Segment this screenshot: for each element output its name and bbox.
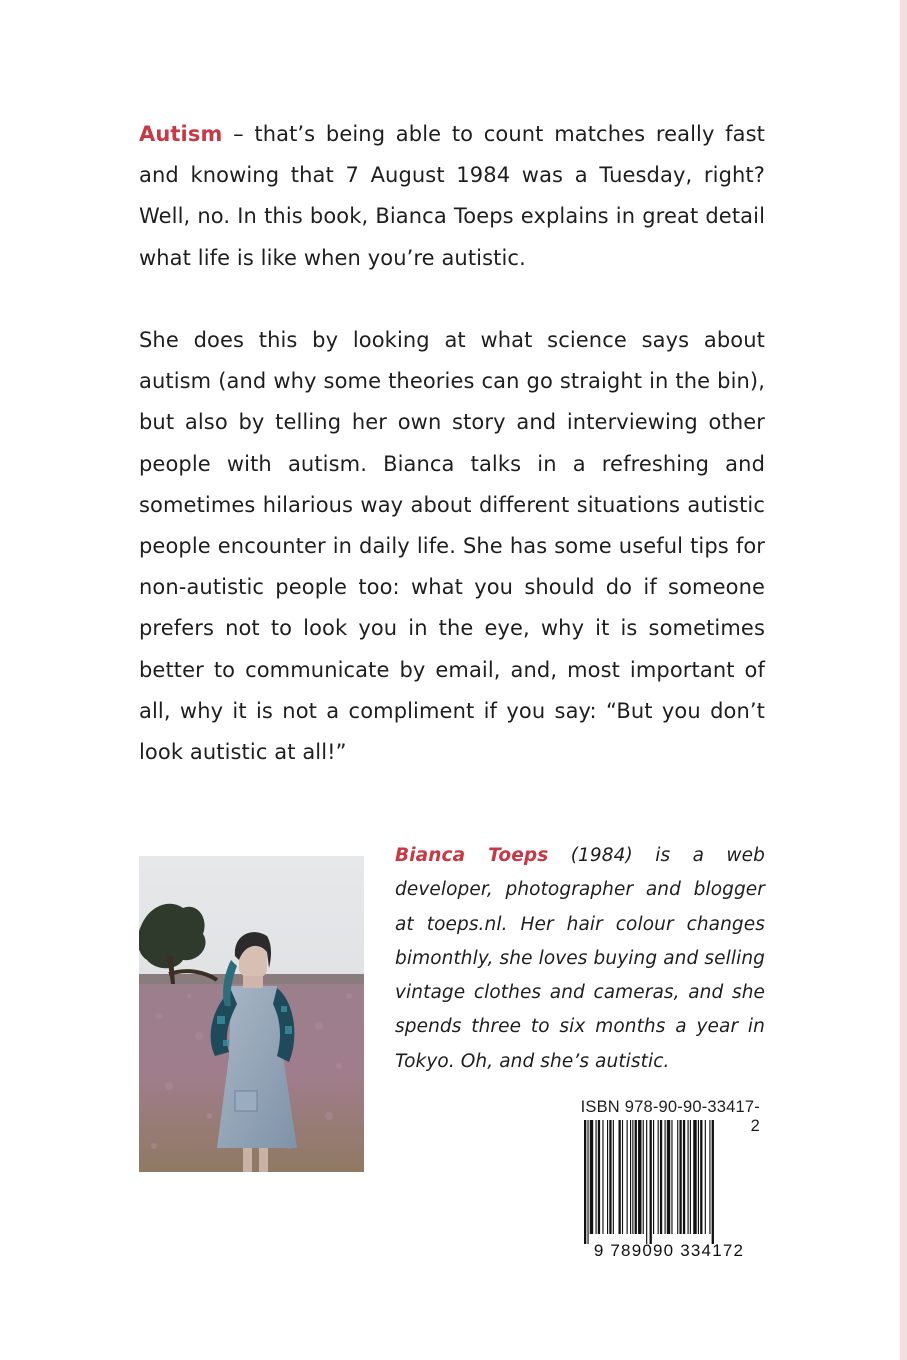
- barcode-bar: [635, 1120, 637, 1234]
- barcode-bar: [693, 1120, 696, 1234]
- blurb-lead-word: Autism: [139, 122, 223, 146]
- barcode-bar: [627, 1120, 628, 1234]
- barcode-bar: [584, 1120, 586, 1244]
- barcode-bar: [596, 1120, 597, 1234]
- barcode-bar: [587, 1120, 588, 1244]
- barcode-bar: [690, 1120, 691, 1234]
- isbn-label: ISBN 978-90-90-33417-2: [580, 1098, 760, 1135]
- barcode-bar: [650, 1120, 652, 1244]
- barcode-digits: 9 789090 334172: [593, 1241, 745, 1260]
- barcode-bar: [679, 1120, 681, 1234]
- barcode-bar: [643, 1120, 644, 1234]
- barcode-bar: [632, 1120, 633, 1234]
- barcode-bar: [598, 1120, 600, 1234]
- barcode-bar: [677, 1120, 678, 1234]
- barcode-bar: [653, 1120, 654, 1234]
- barcode-bar: [712, 1120, 714, 1244]
- barcode-bar: [607, 1120, 608, 1234]
- barcode-bar: [646, 1120, 647, 1244]
- barcode-bar: [700, 1120, 702, 1234]
- author-bio-text: (1984) is a web developer, photographer and blogger at toeps.nl. Her hair colour changes bimonthly, she loves buying and selling vintage clothes and cameras, and she spends three to six months a year in Tokyo. Oh, and she’s autistic.: [395, 845, 765, 1072]
- barcode-bar: [622, 1120, 623, 1234]
- blurb-paragraph-2: She does this by looking at what science says about autism (and why some theories can go straight in the bin), but also by telling her own story and interviewing other people with autism. Bianca talks in a refreshing and sometimes hilarious way about different situations autistic people encounter in daily life. She has some useful tips for non-autistic people too: what you should do if someone prefers not to look you in the eye, why it is sometimes better to communicate by email, and, most important of all, why it is not a compliment if you say: “But you don’t look autistic at all!”: [139, 328, 765, 765]
- barcode-bar: [698, 1120, 699, 1234]
- barcode-bar: [683, 1120, 685, 1234]
- author-name: Bianca Toeps: [395, 845, 549, 866]
- blurb-paragraph-1-text: – that’s being able to count matches really fast and knowing that 7 August 1984 was a Tuesday, right? Well, no. In this book, Bianca Toeps explains in great detail what life is like when you’re autistic.: [139, 122, 765, 270]
- barcode-bar: [688, 1120, 689, 1234]
- author-bio: [395, 839, 765, 1079]
- barcode-bar: [590, 1120, 593, 1234]
- author-photo: [139, 856, 364, 1172]
- spine-strip: [900, 0, 907, 1360]
- barcode-bar: [619, 1120, 621, 1234]
- blurb-paragraph-1: [139, 114, 765, 279]
- isbn-barcode: [576, 1120, 762, 1260]
- barcode-bar: [658, 1120, 659, 1234]
- barcode-bar: [667, 1120, 670, 1234]
- barcode-bar: [602, 1120, 603, 1234]
- barcode-bar: [705, 1120, 706, 1234]
- barcode-bar: [660, 1120, 662, 1234]
- barcode-bar: [630, 1120, 631, 1234]
- barcode-bar: [609, 1120, 611, 1234]
- barcode-bar: [671, 1120, 672, 1234]
- barcode-bar: [709, 1120, 710, 1234]
- barcode-bar: [613, 1120, 614, 1234]
- barcode-bar: [638, 1120, 641, 1234]
- barcode-bar: [665, 1120, 666, 1234]
